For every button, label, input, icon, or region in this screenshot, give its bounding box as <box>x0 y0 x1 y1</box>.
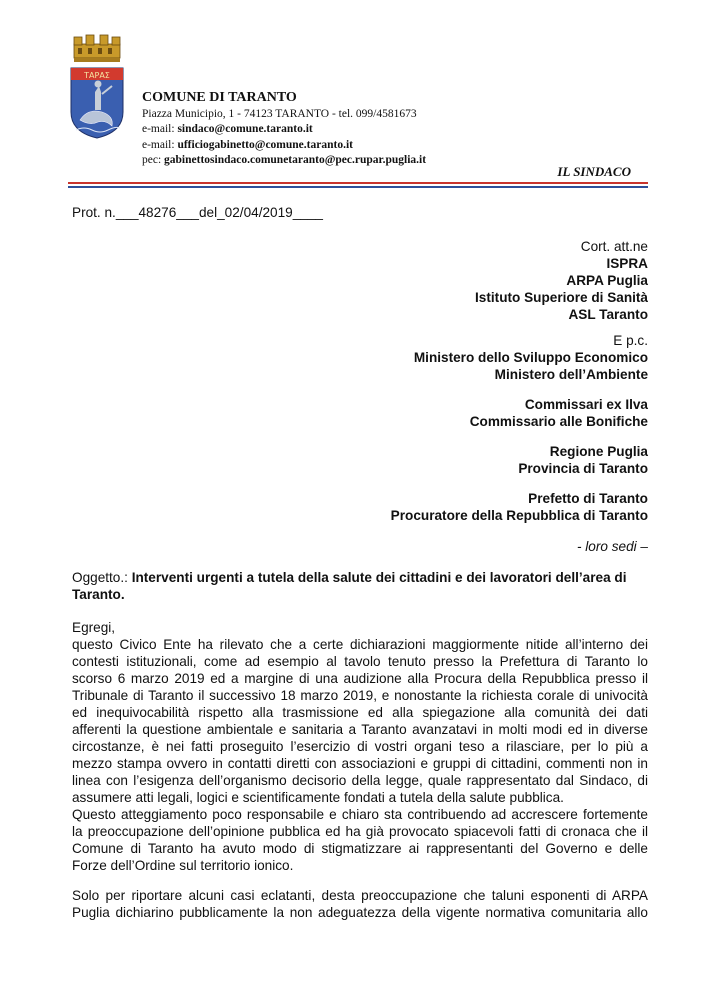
body-line: Comune di Taranto ha avuto modo di stigmatizzare ai rappresentanti del Governo e delle <box>72 841 648 856</box>
cc-label: E p.c. <box>613 333 648 348</box>
body-line: Tribunale di Taranto il successivo 18 marzo 2019, e nonostante la richiesta corale di univocità <box>72 688 648 703</box>
recipients-group-4 <box>168 443 648 477</box>
recipient: ISPRA <box>606 256 648 271</box>
pec-address[interactable]: gabinettosindaco.comunetaranto@pec.rupar.puglia.it <box>164 154 427 166</box>
recipient: Istituto Superiore di Sanità <box>475 290 648 305</box>
body-line: Forze dell’Ordine sul territorio ionico. <box>72 858 294 873</box>
body-line: Solo per riportare alcuni casi eclatanti, desta preoccupazione che taluni esponenti di ARPA <box>72 888 648 903</box>
recipients-group-5 <box>168 490 648 524</box>
recipients-intro: Cort. att.ne <box>580 239 648 254</box>
body-line: scorso 6 marzo 2019 ed a margine di una audizione alla Procura della Repubblica presso il <box>72 671 648 686</box>
recipient: Commissari ex Ilva <box>524 397 648 412</box>
divider-red <box>68 182 648 184</box>
body-line: mezzo stampa ovvero in contatti diretti con associazioni e gruppi di cittadini, commenti non in <box>72 756 648 771</box>
recipient: Ministero dello Sviluppo Economico <box>413 350 648 365</box>
body-line: afferenti la questione ambientale e sanitaria a Taranto avanzatavi in molti modi ed in diverse <box>72 722 648 737</box>
recipients-group-1 <box>168 238 648 323</box>
subject-label: Oggetto.: <box>72 570 132 585</box>
email-gabinetto[interactable]: ufficiogabinetto@comune.taranto.it <box>177 138 353 151</box>
email-sindaco[interactable]: sindaco@comune.taranto.it <box>177 123 313 135</box>
recipient: Regione Puglia <box>549 444 648 459</box>
protocol-number: Prot. n.___48276___del_02/04/2019____ <box>72 205 323 220</box>
recipient: Ministero dell’Ambiente <box>494 367 648 382</box>
body-line: assumere atti legali, logici e scientificamente fondati a tutela della salute pubblica. <box>72 790 564 805</box>
body-line: Questo atteggiamento poco responsabile e chiaro sta contribuendo ad accrescere fortemente <box>72 807 648 822</box>
greeting: Egregi, <box>72 620 116 635</box>
subject-line <box>72 569 648 603</box>
recipient: Commissario alle Bonifiche <box>469 414 648 429</box>
body-line: circostanze, è nei fatti proseguito l’esercizio di vostri organi teso a rilasciare, per lo più a <box>72 739 648 754</box>
email-label: e-mail: <box>142 123 178 135</box>
body-line: Puglia dichiarino pubblicamente la non adeguatezza della vigente normativa comunitaria allo <box>72 905 648 920</box>
city-crest-logo <box>68 34 126 140</box>
recipients-group-2 <box>168 332 648 383</box>
letterhead-info <box>142 90 562 169</box>
paragraph-2 <box>72 806 648 874</box>
crest-motto: ΤΑΡΑΣ <box>84 71 110 80</box>
recipients-closing <box>168 538 648 555</box>
organization-address: Piazza Municipio, 1 - 74123 TARANTO - tel. 099/4581673 <box>142 107 417 120</box>
paragraph-1 <box>72 619 648 806</box>
recipient: Prefetto di Taranto <box>528 491 648 506</box>
body-line: ed inequivocabilità rispetto alla trasmissione ed alla spiegazione alla comunità dei dati <box>72 705 648 720</box>
pec-label: pec: <box>142 154 165 166</box>
email-line-1 <box>142 122 562 138</box>
email-label: e-mail: <box>142 138 178 151</box>
loro-sedi: - loro sedi – <box>576 539 648 554</box>
body-line: linea con l’esigenza dell’organismo decisorio della legge, quale rappresentato dal Sindaco, di <box>72 773 648 788</box>
subject-text: Interventi urgenti a tutela della salute dei cittadini e dei lavoratori dell’area di Taranto. <box>72 570 627 602</box>
email-line-2 <box>142 138 562 154</box>
paragraph-3 <box>72 887 648 921</box>
body-line: contesti istituzionali, come ad esempio al tavolo tenuto presso la Prefettura di Taranto lo <box>72 654 648 669</box>
organization-name: COMUNE DI TARANTO <box>142 90 297 105</box>
recipients-group-3 <box>168 396 648 430</box>
recipient: ASL Taranto <box>568 307 648 322</box>
recipient: ARPA Puglia <box>566 273 648 288</box>
recipient: Procuratore della Repubblica di Taranto <box>390 508 648 523</box>
role-title: IL SINDACO <box>557 164 631 179</box>
recipient: Provincia di Taranto <box>518 461 648 476</box>
body-line: la preoccupazione dell’opinione pubblica ed ha già provocato spiacevoli fatti di cronaca che il <box>72 824 648 839</box>
divider-blue <box>68 186 648 188</box>
body-line: questo Civico Ente ha rilevato che a certe dichiarazioni maggiormente nitide all’interno dei <box>72 637 648 652</box>
